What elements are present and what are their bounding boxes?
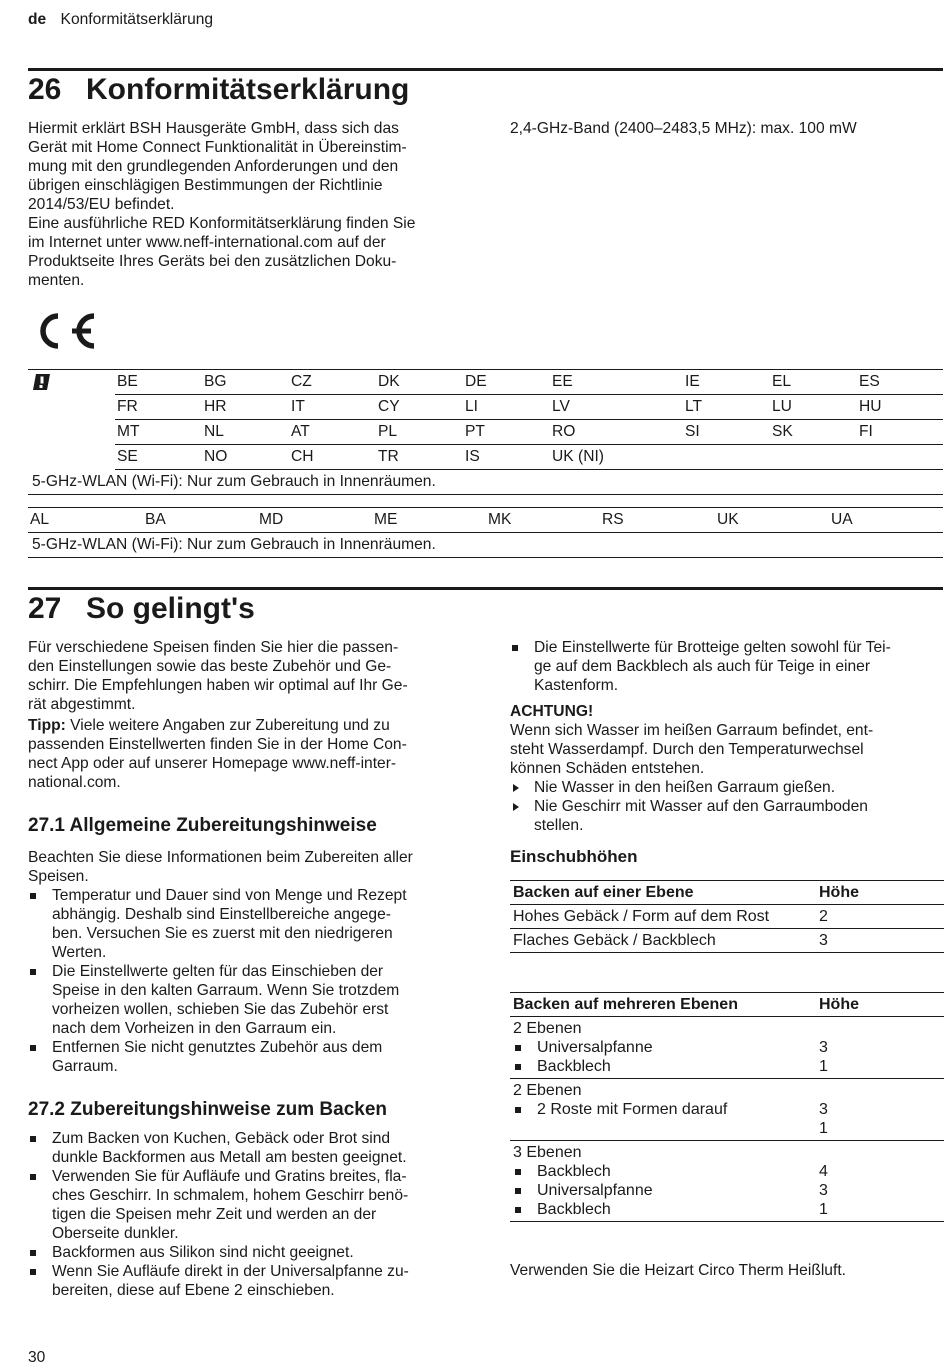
page-number: 30: [28, 1349, 46, 1366]
table-cell: 3: [816, 929, 944, 953]
sub-item-label: Universalpfanne: [537, 1182, 653, 1199]
subsection-27-1-intro: [28, 848, 478, 886]
intro-line: den Einstellungen sowie das beste Zubehör und Ge-: [28, 658, 392, 675]
table-row: [510, 1079, 944, 1141]
wifi-note: 5-GHz-WLAN (Wi-Fi): Nur zum Gebrauch in Innenräumen.: [32, 473, 436, 490]
country-code: NO: [204, 448, 228, 465]
item-line: ches Geschirr. In schmalem, hohem Geschirr benö-: [52, 1187, 409, 1204]
country-code: LU: [772, 398, 792, 415]
list-item: [28, 1262, 478, 1300]
country-code: SE: [117, 448, 138, 465]
section-26-number: 26: [28, 73, 62, 106]
right-column: [510, 638, 944, 1222]
bullet-square-icon: [513, 1057, 537, 1076]
item-line: tigen die Speisen mehr Zeit und werden an der: [52, 1206, 377, 1223]
single-level-table: [510, 880, 944, 953]
table-cell: [816, 1079, 944, 1141]
left-column: [28, 638, 478, 1300]
einschub-title: Einschubhöhen: [510, 847, 638, 866]
subsection-27-1-title: 27.1 Allgemeine Zubereitungshinweise: [28, 815, 377, 836]
item-line: Entfernen Sie nicht genutztes Zubehör aus dem: [52, 1039, 383, 1056]
level-value: 1: [819, 1120, 828, 1137]
item-line: bereiten, diese auf Ebene 2 einschieben.: [52, 1282, 335, 1299]
country-row: [115, 395, 943, 420]
country-code: UK (NI): [552, 448, 604, 465]
country-code: BG: [204, 373, 227, 390]
country-code: TR: [378, 448, 399, 465]
intro-line: 2014/53/EU befindet.: [28, 196, 175, 213]
intro-line: Hiermit erklärt BSH Hausgeräte GmbH, dass sich das: [28, 120, 399, 137]
warning-text: [510, 721, 944, 778]
warning-line: können Schäden entstehen.: [510, 760, 705, 777]
country-code: FI: [859, 423, 873, 440]
wifi-restriction-icon: [32, 373, 52, 391]
sub-item: [513, 1200, 813, 1219]
wifi-note-row: [28, 470, 943, 495]
country-code: LV: [552, 398, 570, 415]
country-code: DK: [378, 373, 400, 390]
country-code: CY: [378, 398, 400, 415]
group-label: 3 Ebenen: [513, 1144, 582, 1161]
table-cell: [816, 1141, 944, 1222]
intro-line: mung mit den grundlegenden Anforderungen und den: [28, 158, 399, 175]
group-label: 2 Ebenen: [513, 1082, 582, 1099]
country-code: NL: [204, 423, 224, 440]
item-line: Die Einstellwerte für Brotteige gelten sowohl für Tei-: [534, 639, 891, 656]
country-code: ES: [859, 373, 880, 390]
section-rule: [28, 587, 943, 590]
sub-item-label: Universalpfanne: [537, 1039, 653, 1056]
country-code: AT: [291, 423, 310, 440]
country-code: SI: [685, 423, 700, 440]
country-row: [28, 508, 943, 533]
country-code: BE: [117, 373, 138, 390]
intro-line: Für verschiedene Speisen finden Sie hier die passen-: [28, 639, 399, 656]
table-row: [510, 1141, 944, 1222]
header-lang: de: [28, 11, 47, 28]
list-item: [28, 1243, 478, 1262]
country-code: DE: [465, 373, 487, 390]
wifi-note: 5-GHz-WLAN (Wi-Fi): Nur zum Gebrauch in Innenräumen.: [32, 536, 436, 553]
frequency-band: 2,4-GHz-Band (2400–2483,5 MHz): max. 100 mW: [510, 120, 857, 137]
tip-line: passenden Einstellwerten finden Sie in der Home Con-: [28, 736, 407, 753]
country-code: PL: [378, 423, 398, 440]
bullet-square-icon: [513, 1162, 537, 1181]
bullet-square-icon: [513, 1038, 537, 1057]
warning-line: steht Wasserdampf. Durch den Temperaturwechsel: [510, 741, 864, 758]
item-line: vorheizen wollen, schieben Sie das Zubehör erst: [52, 1001, 389, 1018]
bullet-list: [28, 886, 478, 1076]
intro-line: Beachten Sie diese Informationen beim Zubereiten aller: [28, 849, 413, 866]
section-27-title: So gelingt's: [86, 592, 255, 625]
ce-mark-icon: [28, 312, 98, 350]
country-code: HR: [204, 398, 227, 415]
country-code: RS: [602, 511, 624, 528]
country-code: MD: [259, 511, 284, 528]
list-item: [510, 638, 944, 695]
sub-item-label: 2 Roste mit Formen darauf: [537, 1101, 728, 1118]
country-code: PT: [465, 423, 485, 440]
item-line: stellen.: [534, 817, 584, 834]
bullet-list: [510, 638, 944, 695]
intro-line: rät abgestimmt.: [28, 696, 136, 713]
bullet-square-icon: [513, 1100, 537, 1119]
tip-line: Viele weitere Angaben zur Zubereitung und zu: [65, 717, 390, 734]
country-code: AL: [30, 511, 50, 528]
country-code: RO: [552, 423, 576, 440]
table-cell: [510, 1141, 816, 1222]
country-code: SK: [772, 423, 793, 440]
table-row: [510, 929, 944, 953]
list-item: [28, 1038, 478, 1076]
intro-line: Gerät mit Home Connect Funktionalität in Übereinstim-: [28, 139, 407, 156]
action-item: [510, 778, 944, 797]
item-line: abhängig. Deshalb sind Einstellbereiche angege-: [52, 906, 391, 923]
item-line: Oberseite dunkler.: [52, 1225, 179, 1242]
section-26-heading: [28, 73, 409, 107]
header-title: Konformitätserklärung: [60, 11, 214, 28]
list-item: [28, 886, 478, 962]
item-line: nach dem Vorheizen in den Garraum ein.: [52, 1020, 337, 1037]
section-26-title: Konformitätserklärung: [86, 73, 410, 106]
list-item: [28, 962, 478, 1038]
item-line: Nie Geschirr mit Wasser auf den Garraumboden: [534, 798, 868, 815]
country-code: IE: [685, 373, 700, 390]
item-line: Nie Wasser in den heißen Garraum gießen.: [534, 779, 836, 796]
sub-item: [513, 1162, 813, 1181]
column-header: Backen auf mehreren Ebenen: [510, 993, 816, 1017]
intro-line: Produktseite Ihres Geräts bei den zusätzlichen Doku-: [28, 253, 397, 270]
sub-item: [513, 1038, 813, 1057]
item-line: Zum Backen von Kuchen, Gebäck oder Brot sind: [52, 1130, 391, 1147]
list-item: [28, 1129, 478, 1167]
table-header-row: [510, 993, 944, 1017]
section-27-number: 27: [28, 592, 62, 625]
multi-level-table: [510, 992, 944, 1222]
item-line: Temperatur und Dauer sind von Menge und Rezept: [52, 887, 407, 904]
section-27-intro: [28, 638, 478, 714]
section-rule: [28, 68, 943, 71]
item-line: ben. Versuchen Sie es zuerst mit den niedrigeren: [52, 925, 393, 942]
item-line: Kastenform.: [534, 677, 619, 694]
intro-line: menten.: [28, 272, 85, 289]
country-code: LI: [465, 398, 479, 415]
action-list: [510, 778, 944, 835]
item-line: Backformen aus Silikon sind nicht geeignet.: [52, 1244, 354, 1261]
item-line: ge auf dem Backblech als auch für Teige in einer: [534, 658, 871, 675]
country-code: IT: [291, 398, 305, 415]
table-cell: Flaches Gebäck / Backblech: [510, 929, 816, 953]
country-code: EL: [772, 373, 792, 390]
country-code: EE: [552, 373, 573, 390]
table-row: [510, 1017, 944, 1079]
country-code: MT: [117, 423, 140, 440]
country-code: UK: [717, 511, 739, 528]
warning-label: ACHTUNG!: [510, 703, 594, 720]
country-row: [115, 445, 943, 470]
sub-item-label: Backblech: [537, 1058, 611, 1075]
country-code: ME: [374, 511, 398, 528]
tip-label: Tipp:: [28, 717, 66, 734]
table-cell: [510, 1017, 816, 1079]
bullet-list: [28, 1129, 478, 1300]
country-code: LT: [685, 398, 703, 415]
section-26-intro: [28, 119, 478, 290]
table-cell: [816, 1017, 944, 1079]
intro-line: Eine ausführliche RED Konformitätserklärung finden Sie: [28, 215, 416, 232]
level-value: 3: [819, 1182, 828, 1199]
country-code: IS: [465, 448, 480, 465]
tip-line: national.com.: [28, 774, 121, 791]
country-code: FR: [117, 398, 138, 415]
bullet-square-icon: [513, 1200, 537, 1219]
group-label: 2 Ebenen: [513, 1020, 582, 1037]
table-cell: Hohes Gebäck / Form auf dem Rost: [510, 905, 816, 929]
sub-item-label: Backblech: [537, 1163, 611, 1180]
table-header-row: [510, 881, 944, 905]
country-code: BA: [145, 511, 166, 528]
running-header: [28, 10, 213, 29]
column-header: Höhe: [816, 881, 944, 905]
sub-item: [513, 1057, 813, 1076]
wifi-note-row: [28, 533, 943, 558]
table-cell: [510, 1079, 816, 1141]
level-value: 1: [819, 1058, 828, 1075]
level-value: 4: [819, 1163, 828, 1180]
tip-paragraph: [28, 716, 478, 792]
intro-line: im Internet unter www.neff-international.com auf der: [28, 234, 386, 251]
bullet-square-icon: [513, 1181, 537, 1200]
intro-line: schirr. Die Empfehlungen haben wir optimal auf Ihr Ge-: [28, 677, 408, 694]
action-item: [510, 797, 944, 835]
heating-mode-note: Verwenden Sie die Heizart Circo Therm Heißluft.: [510, 1262, 846, 1279]
table-cell: 2: [816, 905, 944, 929]
sub-item: [513, 1181, 813, 1200]
country-row: [115, 370, 943, 395]
intro-line: übrigen einschlägigen Bestimmungen der Richtlinie: [28, 177, 383, 194]
column-header: Höhe: [816, 993, 944, 1017]
item-line: Verwenden Sie für Aufläufe und Gratins breites, fla-: [52, 1168, 407, 1185]
subsection-27-2-title: 27.2 Zubereitungshinweise zum Backen: [28, 1099, 387, 1120]
warning-line: Wenn sich Wasser im heißen Garraum befindet, ent-: [510, 722, 874, 739]
item-line: Wenn Sie Aufläufe direkt in der Universalpfanne zu-: [52, 1263, 409, 1280]
column-header: Backen auf einer Ebene: [510, 881, 816, 905]
country-code: MK: [488, 511, 512, 528]
country-code: CH: [291, 448, 314, 465]
country-code: CZ: [291, 373, 312, 390]
item-line: dunkle Backformen aus Metall am besten geeignet.: [52, 1149, 407, 1166]
table-row: [510, 905, 944, 929]
section-27-heading: [28, 592, 255, 626]
level-value: 1: [819, 1201, 828, 1218]
item-line: Garraum.: [52, 1058, 118, 1075]
item-line: Speise in den kalten Garraum. Wenn Sie trotzdem: [52, 982, 400, 999]
tip-line: nect App oder auf unserer Homepage www.neff-inter-: [28, 755, 397, 772]
country-row: [115, 420, 943, 445]
list-item: [28, 1167, 478, 1243]
item-line: Die Einstellwerte gelten für das Einschieben der: [52, 963, 384, 980]
item-line: Werten.: [52, 944, 107, 961]
intro-line: Speisen.: [28, 868, 89, 885]
level-value: 3: [819, 1039, 828, 1056]
country-code: UA: [831, 511, 853, 528]
country-code: HU: [859, 398, 882, 415]
level-value: 3: [819, 1101, 828, 1118]
sub-item: [513, 1100, 813, 1119]
sub-item-label: Backblech: [537, 1201, 611, 1218]
